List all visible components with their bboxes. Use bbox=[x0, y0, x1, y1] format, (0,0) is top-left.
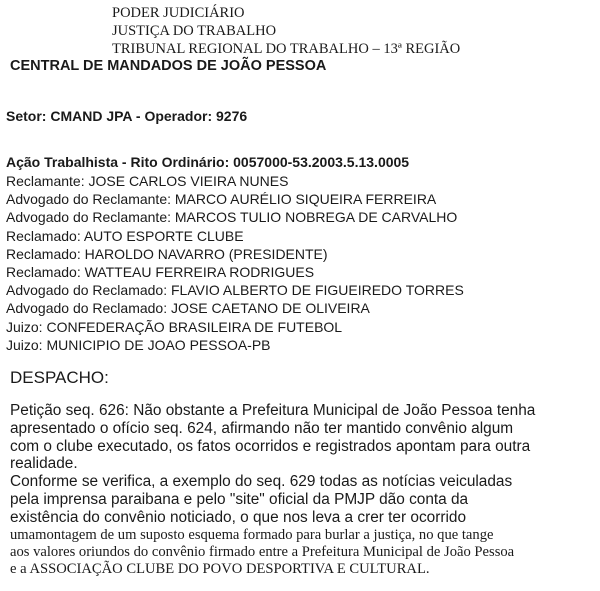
central-title: CENTRAL DE MANDADOS DE JOÃO PESSOA bbox=[10, 58, 327, 74]
body-line: realidade. bbox=[10, 455, 78, 473]
letterhead-line-1: PODER JUDICIÁRIO bbox=[112, 5, 245, 21]
party-reclamante: Reclamante: JOSE CARLOS VIEIRA NUNES bbox=[6, 173, 289, 189]
body-line: com o clube executado, os fatos ocorridos e registrados apontam para outra bbox=[10, 437, 531, 455]
body-line: pela imprensa paraibana e pelo "site" oficial da PMJP dão conta da bbox=[10, 490, 469, 508]
party-advogado-reclamante-2: Advogado do Reclamante: MARCOS TULIO NOBREGA DE CARVALHO bbox=[6, 209, 458, 226]
party-reclamado-1: Reclamado: AUTO ESPORTE CLUBE bbox=[6, 227, 244, 244]
body-line-serif: aos valores oriundos do convênio firmado entre a Prefeitura Municipal de João Pessoa bbox=[10, 543, 515, 560]
party-juizo-2: Juizo: MUNICIPIO DE JOAO PESSOA-PB bbox=[6, 336, 271, 353]
setor-line: Setor: CMAND JPA - Operador: 9276 bbox=[6, 108, 248, 124]
party-reclamado-2: Reclamado: HAROLDO NAVARRO (PRESIDENTE) bbox=[6, 245, 328, 262]
body-line-serif: umamontagem de um suposto esquema formado para burlar a justiça, no que tange bbox=[10, 526, 494, 543]
acao-line: Ação Trabalhista - Rito Ordinário: 0057000-53.2003.5.13.0005 bbox=[6, 154, 410, 170]
despacho-body bbox=[10, 402, 600, 578]
letterhead-line-2: JUSTIÇA DO TRABALHO bbox=[112, 23, 277, 39]
body-line: Conforme se verifica, a exemplo do seq. 629 todas as notícias veiculadas bbox=[10, 473, 513, 491]
body-line: existência do convênio noticiado, o que nos leva a crer ter ocorrido bbox=[10, 508, 467, 526]
party-juizo-1: Juizo: CONFEDERAÇÃO BRASILEIRA DE FUTEBOL bbox=[6, 318, 343, 335]
parties-list bbox=[6, 172, 464, 354]
despacho-heading: DESPACHO: bbox=[10, 368, 109, 387]
party-advogado-reclamante-1: Advogado do Reclamante: MARCO AURÉLIO SIQUEIRA FERREIRA bbox=[6, 191, 437, 208]
party-reclamado-3: Reclamado: WATTEAU FERREIRA RODRIGUES bbox=[6, 264, 315, 281]
party-advogado-reclamado-2: Advogado do Reclamado: JOSE CAETANO DE OLIVEIRA bbox=[6, 300, 370, 317]
body-line: Petição seq. 626: Não obstante a Prefeitura Municipal de João Pessoa tenha bbox=[10, 402, 536, 419]
document-letterhead bbox=[112, 4, 460, 58]
body-line: apresentado o ofício seq. 624, afirmando não ter mantido convênio algum bbox=[10, 419, 514, 437]
party-advogado-reclamado-1: Advogado do Reclamado: FLAVIO ALBERTO DE FIGUEIREDO TORRES bbox=[6, 282, 464, 299]
body-line-serif: e a ASSOCIAÇÃO CLUBE DO POVO DESPORTIVA E CULTURAL. bbox=[10, 560, 430, 577]
letterhead-line-3: TRIBUNAL REGIONAL DO TRABALHO – 13ª REGIÃO bbox=[112, 41, 461, 57]
